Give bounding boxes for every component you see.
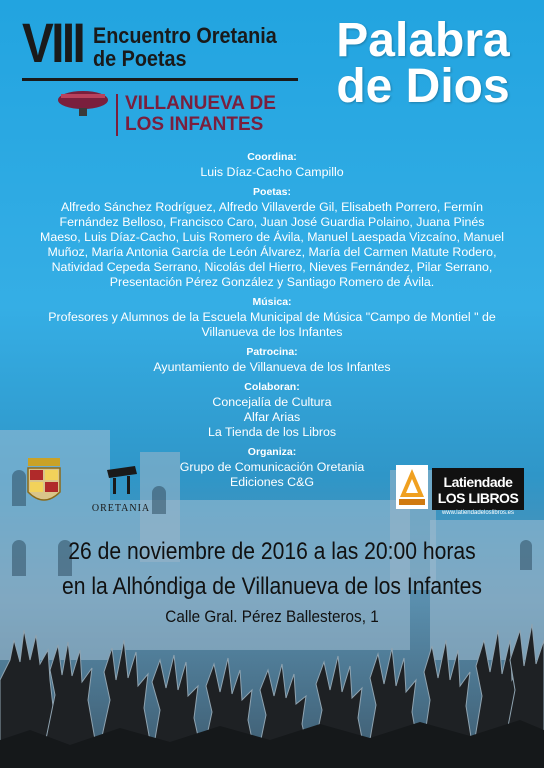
event-date: 26 de noviembre de 2016 a las 20:00 horas [68,538,476,565]
oretania-logo [90,462,152,516]
edition-number: VIII [22,11,84,74]
credit-label: Patrocina: [246,346,298,358]
credit-text: Ayuntamiento de Villanueva de los Infantes [153,360,391,374]
oretania-logo-label: ORETANIA [91,503,151,514]
alfar-arias-logo-icon [396,465,428,509]
event-series-title-line2: de Poetas [93,46,187,71]
credit-text: Luis Díaz-Cacho Campillo [200,165,344,179]
event-theme-line1: Palabra [336,14,510,67]
title-divider [22,78,298,81]
event-venue: en la Alhóndiga de Villanueva de los Infantes [61,573,482,600]
credit-text: Concejalía de Cultura Alfar Arias La Tienda de los Libros [207,395,337,439]
village-name-line1: VILLANUEVA DE [125,93,276,114]
credit-text: Grupo de Comunicación Oretania Ediciones C&G [179,460,365,489]
village-divider [116,94,118,136]
tienda-libros-logo [432,468,524,516]
window [152,486,166,514]
village-logo-icon [55,88,111,118]
credit-label: Música: [252,296,292,308]
credit-text: Profesores y Alumnos de la Escuela Municipal de Música "Campo de Montiel " de Villanueva de los Infantes [48,310,496,339]
window [12,540,26,576]
window [520,540,532,570]
event-theme-line2: de Dios [336,59,510,113]
village-name [125,94,276,136]
event-theme-title [318,14,528,113]
event-address: Calle Gral. Pérez Ballesteros, 1 [165,607,379,626]
tienda-libros-name: Latiendade LOS LIBROS [437,474,519,506]
event-series-title-line1: Encuentro Oretania [93,23,277,48]
credit-label: Poetas: [253,186,291,198]
raised-hands-illustration [0,600,544,768]
credits-block [40,150,504,490]
credit-text: Alfredo Sánchez Rodríguez, Alfredo Villaverde Gil, Elisabeth Porrero, Fermín Fernández Belloso, Francisco Caro, Juan José Guardia Polaino, Juana Pinés Maeso, Luis Díaz-Cacho, Luis Romero de Ávila, Manuel Laespada Vizcaíno, Manuel Muñoz, María Antonia García de León Álvarez, María del Carmen Matute Rodero, Natividad Cepeda Serrano, Nicolás del Hierro, Nieves Fernández, Pilar Serrano, Presentación Pérez González y Santiago Romero de Ávila. [40,200,504,289]
oretania-emblem-icon [101,462,141,496]
village-name-line2: LOS INFANTES [125,113,264,135]
municipal-crest-icon [24,458,64,510]
credit-label: Organiza: [247,446,297,458]
credit-label: Colaboran: [244,381,300,393]
tienda-libros-url: www.latiendadeloslibros.es [441,510,515,516]
credit-label: Coordina: [247,151,297,163]
